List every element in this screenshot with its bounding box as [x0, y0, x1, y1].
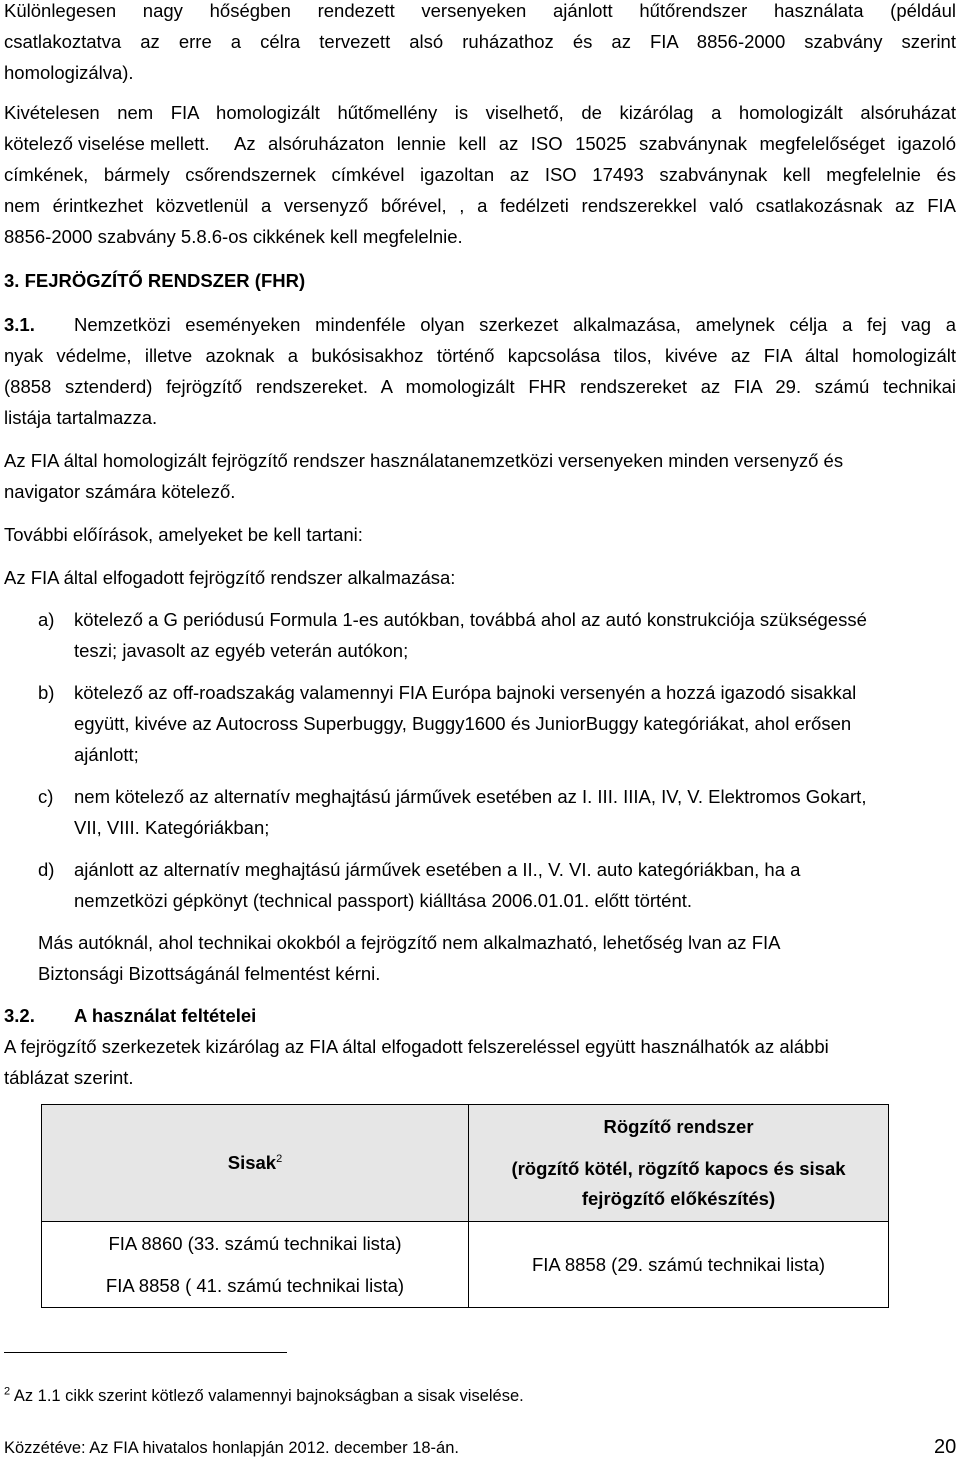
exception-paragraph-line-3: címkének, bármely csőrendszernek címkével igazoltan az ISO 17493 szabványnak kell megfelelnie és: [4, 164, 956, 185]
other-cars-line-1: Más autóknál, ahol technikai okokból a fejrögzítő nem alkalmazható, lehetőség lvan az FIA: [38, 932, 781, 953]
section-3-1-line-3: (8858 sztenderd) fejrögzítő rendszereket. A momologizált FHR rendszereket az FIA 29. számú technikai: [4, 376, 956, 397]
helmet-value-2: FIA 8858 ( 41. számú technikai lista): [105, 1274, 405, 1296]
helmet-value-1: FIA 8860 (33. számú technikai lista): [108, 1232, 402, 1254]
restraint-header-line-3: fejrögzítő előkészítés): [581, 1188, 776, 1209]
fhr-table: [41, 1104, 889, 1308]
list-item-label: a): [38, 609, 55, 630]
exception-paragraph-line-4: nem érintkezhet közvetlenül a versenyző bőrével, , a fedélzeti rendszerekkel való csatlakozásnak az FIA: [4, 195, 956, 216]
section-3-1-line-4: listája tartalmazza.: [4, 407, 158, 428]
exception-paragraph-line-1: Kivételesen nem FIA homologizált hűtőmellény is viselhető, de kizárólag a homologizált alsóruházat: [4, 102, 956, 123]
list-item-line: VII, VIII. Kategóriákban;: [74, 817, 270, 838]
footnote-mark: 2: [4, 1385, 11, 1398]
section-3-1-line-1: Nemzetközi eseményeken mindenféle olyan szerkezet alkalmazása, amelynek célja a fej vag a: [74, 314, 956, 335]
list-item-label: b): [38, 682, 55, 703]
list-item-line: ajánlott az alternatív meghajtású járművek esetében a II., V. VI. auto kategóriákban, ha a: [74, 859, 801, 880]
list-item-label: d): [38, 859, 55, 880]
section-3-2-number: 3.2.: [4, 1005, 35, 1026]
helmet-header: Sisak: [227, 1152, 277, 1173]
restraint-header-line-2: (rögzítő kötél, rögzítő kapocs és sisak: [511, 1158, 846, 1179]
restraint-header-line-1: Rögzítő rendszer: [603, 1116, 754, 1137]
restraint-header-cell: [469, 1105, 889, 1222]
helmet-values-cell: [42, 1222, 469, 1308]
footnote-text: Az 1.1 cikk szerint kötlező valamennyi bajnokságban a sisak viselése.: [13, 1387, 524, 1405]
mandatory-line-1: Az FIA által homologizált fejrögzítő rendszer használatanemzetközi versenyeken minden versenyző és: [4, 450, 844, 471]
restraint-value: FIA 8858 (29. számú technikai lista): [531, 1253, 826, 1275]
exception-paragraph-line-2b: Az alsóruházaton lennie kell az ISO 15025 szabványnak megfelelőséget igazoló: [234, 133, 956, 154]
exception-paragraph-line-5: 8856-2000 szabvány 5.8.6-os cikkének kell megfelelnie.: [4, 226, 463, 247]
list-item-line: nem kötelező az alternatív meghajtású járművek esetében az I. III. IIIA, IV, V. Elektromos Gokart,: [74, 786, 867, 807]
accepted-use: Az FIA által elfogadott fejrögzítő rendszer alkalmazása:: [4, 567, 456, 588]
list-item-line: nemzetközi gépkönyt (technical passport) kiálltása 2006.01.01. előtt történt.: [74, 890, 693, 911]
list-item-line: kötelező a G periódusú Formula 1-es autókban, továbbá ahol az autó konstrukciója szükségessé: [74, 609, 867, 630]
section-3-2-title: A használat feltételei: [74, 1005, 257, 1026]
cooling-paragraph-line-3: homologizálva).: [4, 62, 134, 83]
section-3-1-number: 3.1.: [4, 314, 35, 335]
list-item-line: ajánlott;: [74, 744, 139, 765]
mandatory-line-2: navigator számára kötelező.: [4, 481, 236, 502]
restraint-value-cell: [469, 1222, 889, 1308]
list-item-label: c): [38, 786, 54, 807]
helmet-footnote-mark: 2: [276, 1152, 283, 1165]
footer-published: Közzétéve: Az FIA hivatalos honlapján 2012. december 18-án.: [4, 1439, 459, 1457]
further-rules: További előírások, amelyeket be kell tartani:: [4, 524, 363, 545]
section-3-1-line-2: nyak védelme, illetve azoknak a bukósisakhoz történő kapcsolása tilos, kivéve az FIA által homologizált: [4, 345, 956, 366]
other-cars-line-2: Biztonsági Bizottságánál felmentést kérni.: [38, 963, 381, 984]
cooling-paragraph-line-2: csatlakoztatva az erre a célra tervezett alsó ruházathoz és az FIA 8856-2000 szabvány szerint: [4, 31, 956, 52]
section-3-heading: 3. FEJRÖGZÍTŐ RENDSZER (FHR): [4, 270, 306, 291]
section-3-2-intro-line-1: A fejrögzítő szerkezetek kizárólag az FIA által elfogadott felszereléssel együtt használhatók az alábbi: [4, 1036, 829, 1057]
section-3-2-intro-line-2: táblázat szerint.: [4, 1067, 134, 1088]
footnote-separator: [4, 1352, 287, 1353]
helmet-header-cell: [42, 1105, 469, 1222]
list-item-line: együtt, kivéve az Autocross Superbuggy, Buggy1600 és JuniorBuggy kategóriákat, ahol erősen: [74, 713, 852, 734]
footnote: [4, 1385, 524, 1407]
page-number: 20: [934, 1436, 957, 1458]
cooling-paragraph-line-1: Különlegesen nagy hőségben rendezett versenyeken ajánlott hűtőrendszer használata (például: [4, 0, 956, 21]
list-item-line: kötelező az off-roadszakág valamennyi FIA Európa bajnoki versenyén a hozzá igazodó sisakkal: [74, 682, 857, 703]
exception-paragraph-line-2a: kötelező viselése mellett.: [4, 133, 210, 154]
list-item-line: teszi; javasolt az egyéb veterán autókon;: [74, 640, 409, 661]
